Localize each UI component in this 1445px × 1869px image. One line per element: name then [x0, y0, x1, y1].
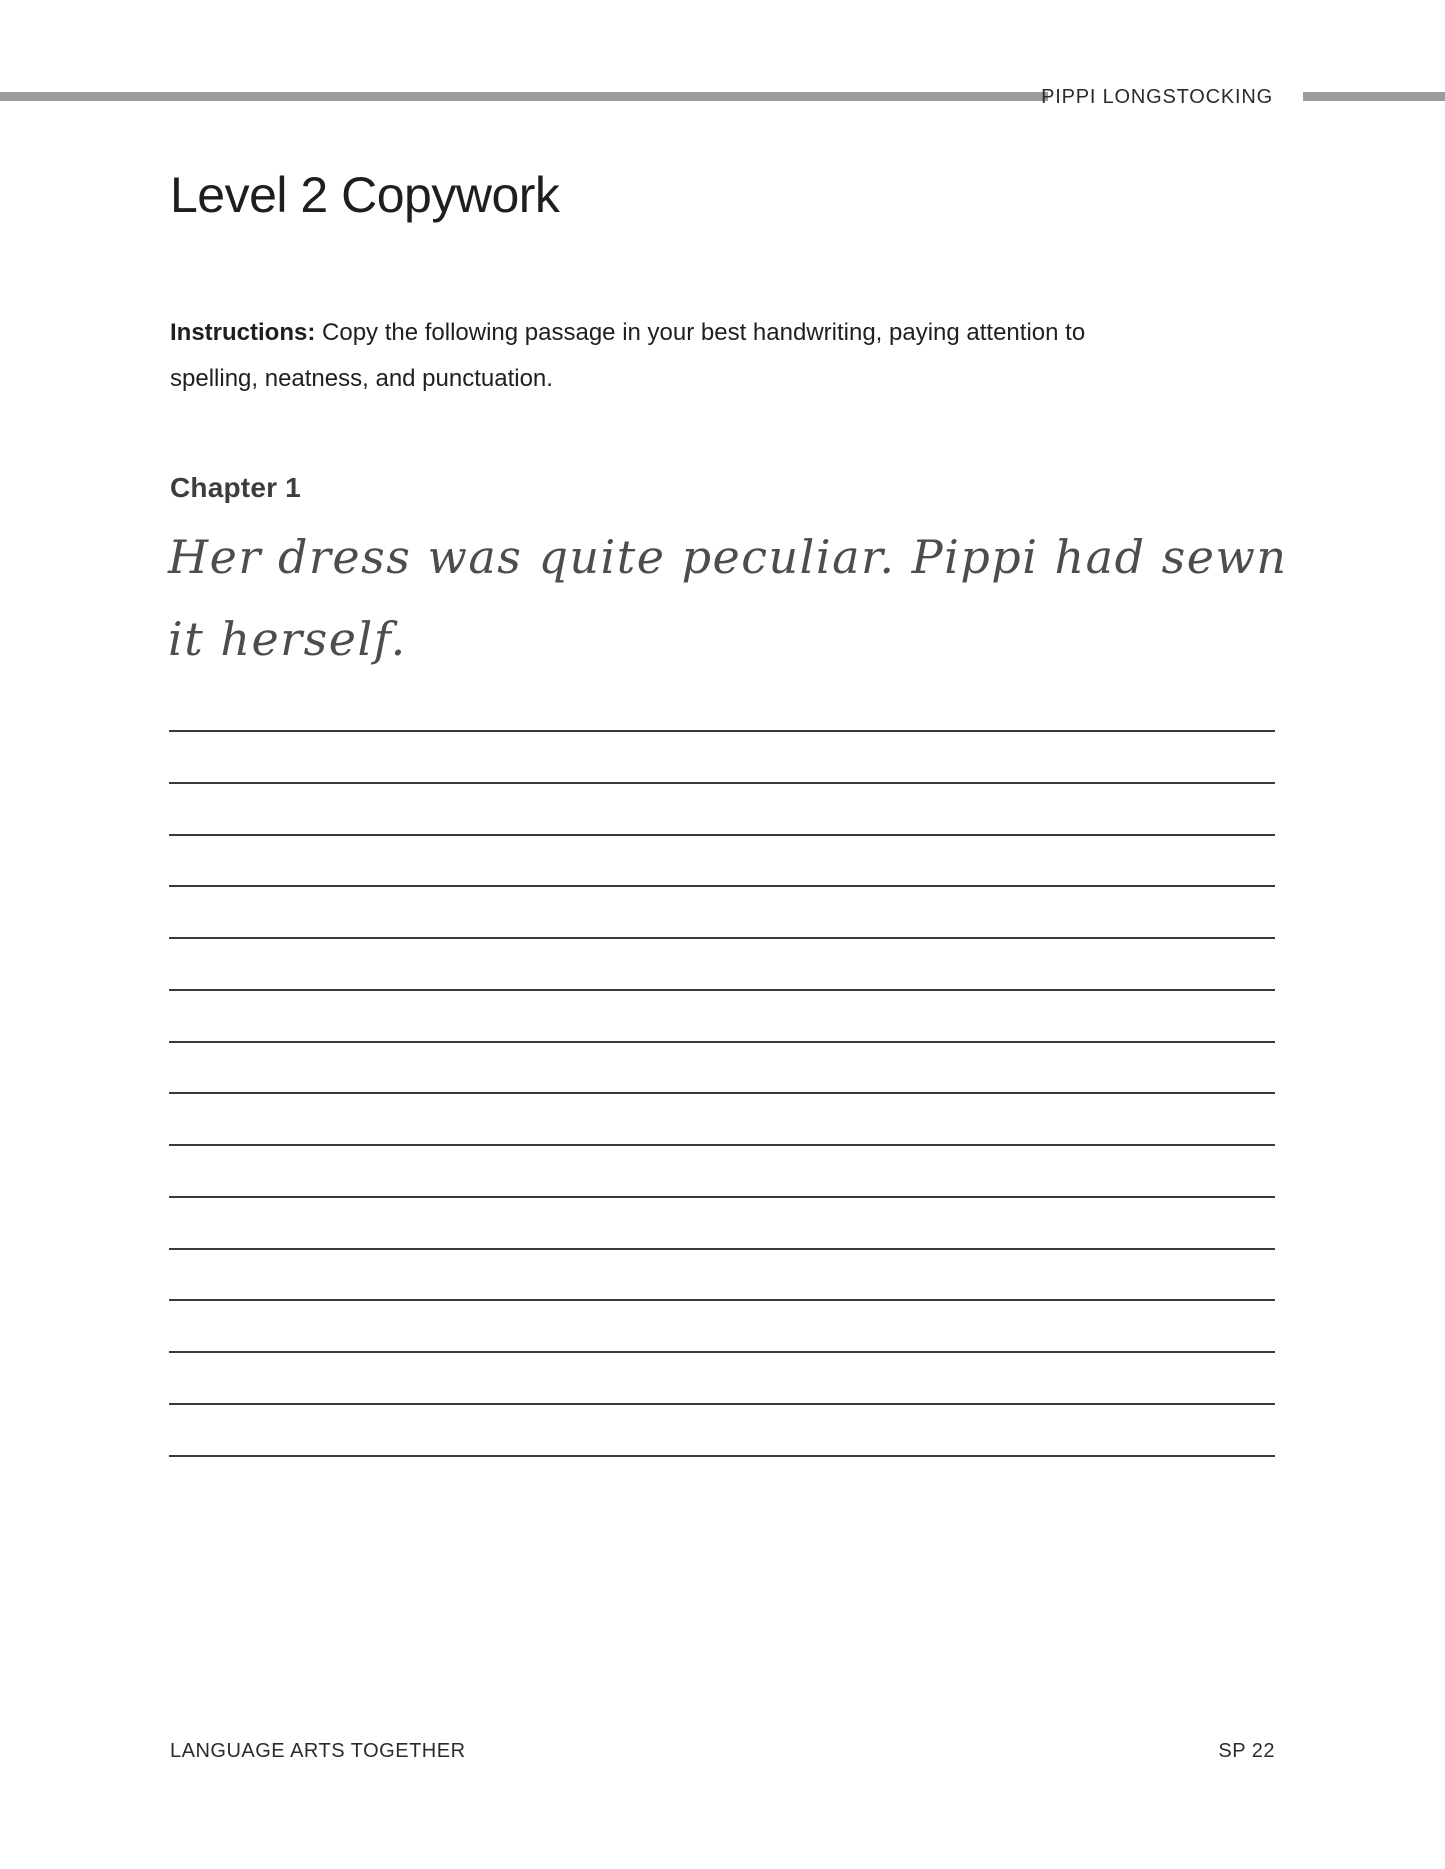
writing-line: [169, 1403, 1275, 1405]
writing-line: [169, 1041, 1275, 1043]
instructions-label: Instructions:: [170, 319, 316, 346]
writing-line: [169, 1144, 1275, 1146]
header-rule-left: [0, 92, 1048, 101]
instructions-line2: spelling, neatness, and punctuation.: [170, 365, 553, 392]
book-title: PIPPI LONGSTOCKING: [1041, 86, 1273, 108]
writing-line: [169, 834, 1275, 836]
copywork-passage: [168, 516, 1288, 680]
instructions: [170, 310, 1085, 402]
passage-line1: Her dress was quite peculiar. Pippi had sewn: [168, 530, 1288, 584]
writing-line: [169, 885, 1275, 887]
instructions-line1: [170, 319, 1085, 346]
passage-line2: it herself.: [168, 612, 407, 666]
footer-page-number: SP 22: [1218, 1740, 1275, 1762]
writing-line: [169, 782, 1275, 784]
writing-line: [169, 1455, 1275, 1457]
writing-line: [169, 1299, 1275, 1301]
writing-line: [169, 937, 1275, 939]
page-title: Level 2 Copywork: [170, 167, 560, 223]
header-rule-right: [1303, 92, 1445, 101]
writing-line: [169, 1248, 1275, 1250]
writing-line: [169, 1092, 1275, 1094]
writing-lines: [169, 730, 1275, 1506]
footer-series-title: LANGUAGE ARTS TOGETHER: [170, 1740, 466, 1762]
page-footer: [170, 1740, 1275, 1763]
chapter-heading: Chapter 1: [170, 472, 301, 503]
writing-line: [169, 989, 1275, 991]
instructions-line1-text: Copy the following passage in your best handwriting, paying attention to: [315, 319, 1086, 346]
writing-line: [169, 1351, 1275, 1353]
writing-line: [169, 730, 1275, 732]
writing-line: [169, 1196, 1275, 1198]
